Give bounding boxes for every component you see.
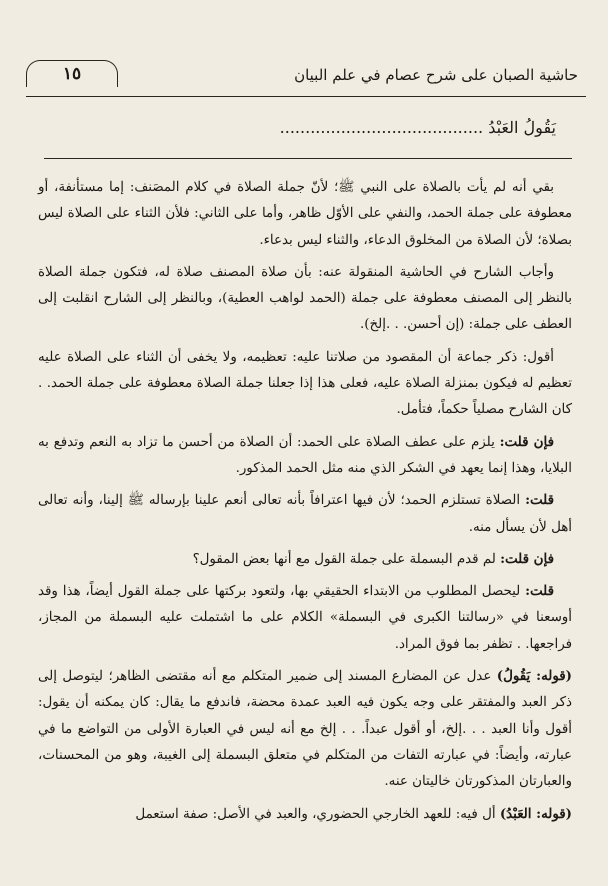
commentary-body	[38, 174, 572, 833]
paragraph-label: فإن قلت:	[499, 433, 554, 450]
quote-ellipsis: ........................................	[279, 118, 484, 137]
page-header	[26, 60, 586, 97]
paragraph	[38, 487, 572, 541]
paragraph	[38, 546, 572, 573]
paragraph-label: قلت:	[525, 492, 554, 509]
running-title: حاشية الصبان على شرح عصام في علم البيان	[294, 66, 578, 84]
paragraph	[38, 578, 572, 658]
paragraph-label: (قوله: العَبْدُ)	[499, 805, 572, 822]
paragraph-text: أقول: ذكر جماعة أن المقصود من صلاتنا عليه: تعظيمه، ولا يخفى أن الثناء على الصلاة عليه تعظيم له فيكون بمنزلة الصلاة عليه، فعلى هذا إذا جعلنا جملة الصلاة معطوفة على جملة الحمد. . كان الشارح مصلياً حكماً، فتأمل.	[38, 349, 572, 418]
paragraph	[38, 259, 572, 339]
page-number: ١٥	[26, 60, 118, 87]
paragraph-text: بقي أنه لم يأت بالصلاة على النبي ﷺ؛ لأنّ جملة الصلاة في كلام المصَنف: إما مستأنفة، أو معطوفة على جملة الحمد، والنفي على الأوّل ظاهر، وأما على الثاني: فلأن الثناء على الصلاة ليس بصلاة؛ لأن الصلاة من المخلوق الدعاء، والثناء ليس بدعاء.	[38, 180, 572, 248]
paragraph	[38, 801, 572, 828]
paragraph-text: لم قدم البسملة على جملة القول مع أنها بعض المقول؟	[192, 551, 501, 567]
paragraph-label: فإن قلت:	[500, 550, 554, 567]
quoted-matn-line	[36, 118, 556, 137]
paragraph	[38, 429, 572, 483]
paragraph-text: وأجاب الشارح في الحاشية المنقولة عنه: بأن صلاة المصنف صلاة له، فتكون جملة الصلاة بالنظر إلى المصنف معطوفة على جملة (الحمد لواهب العطية)، وبالنظر إلى الشارح انقلبت إلى العطف على جملة: (إن أحسن. . .إلخ).	[38, 264, 572, 333]
paragraph-text: يلزم على عطف الصلاة على الحمد: أن الصلاة من أحسن ما تزاد به النعم وتدفع به البلايا، وهذا إنما يعهد في الشكر الذي منه مثل الحمد المذكور.	[38, 434, 572, 476]
paragraph-label: قلت:	[525, 583, 554, 600]
paragraph	[38, 344, 572, 424]
paragraph-label: (قوله: يَقُولُ)	[496, 668, 572, 685]
paragraph-text: الصلاة تستلزم الحمد؛ لأن فيها اعترافاً بأنه تعالى أنعم علينا بإرساله ﷺ إلينا، وأنه تعالى أهل لأن يسأل منه.	[38, 493, 572, 535]
quoted-matn-text: يَقُولُ العَبْدُ	[488, 118, 556, 137]
paragraph	[38, 174, 572, 254]
section-separator	[44, 158, 572, 159]
paragraph-text: عدل عن المضارع المسند إلى ضمير المتكلم مع أنه مقتضى الظاهر؛ ليتوصل إلى ذكر العبد والمفتقر على وجه يكون فيه العبد عمدة محضة، فاندفع ما يقال: كان يمكنه أن يقول: أقول وأنا العبد . . .إلخ، أو أقول عبداً. . . إلخ مع أنه ليس في العبارة الأولى من التواضع ما في عبارته، وأيضاً: في عبارته التفات من المتكلم في متعلق البسملة إلى الغيبة، وهو من المحسنات، والعبارتان المذكورتان خاليتان عنه.	[38, 669, 572, 790]
paragraph-text: ليحصل المطلوب من الابتداء الحقيقي بها، ولتعود بركتها على جملة القول أيضاً، هذا وقد أوسعنا في «رسالتنا الكبرى في البسملة» الكلام على ما اشتملت عليه البسملة من المجاز، فراجعها. . تظفر بما فوق المراد.	[38, 584, 572, 652]
paragraph	[38, 663, 572, 795]
paragraph-text: أل فيه: للعهد الخارجي الحضوري، والعبد في الأصل: صفة استعمل	[135, 806, 500, 822]
